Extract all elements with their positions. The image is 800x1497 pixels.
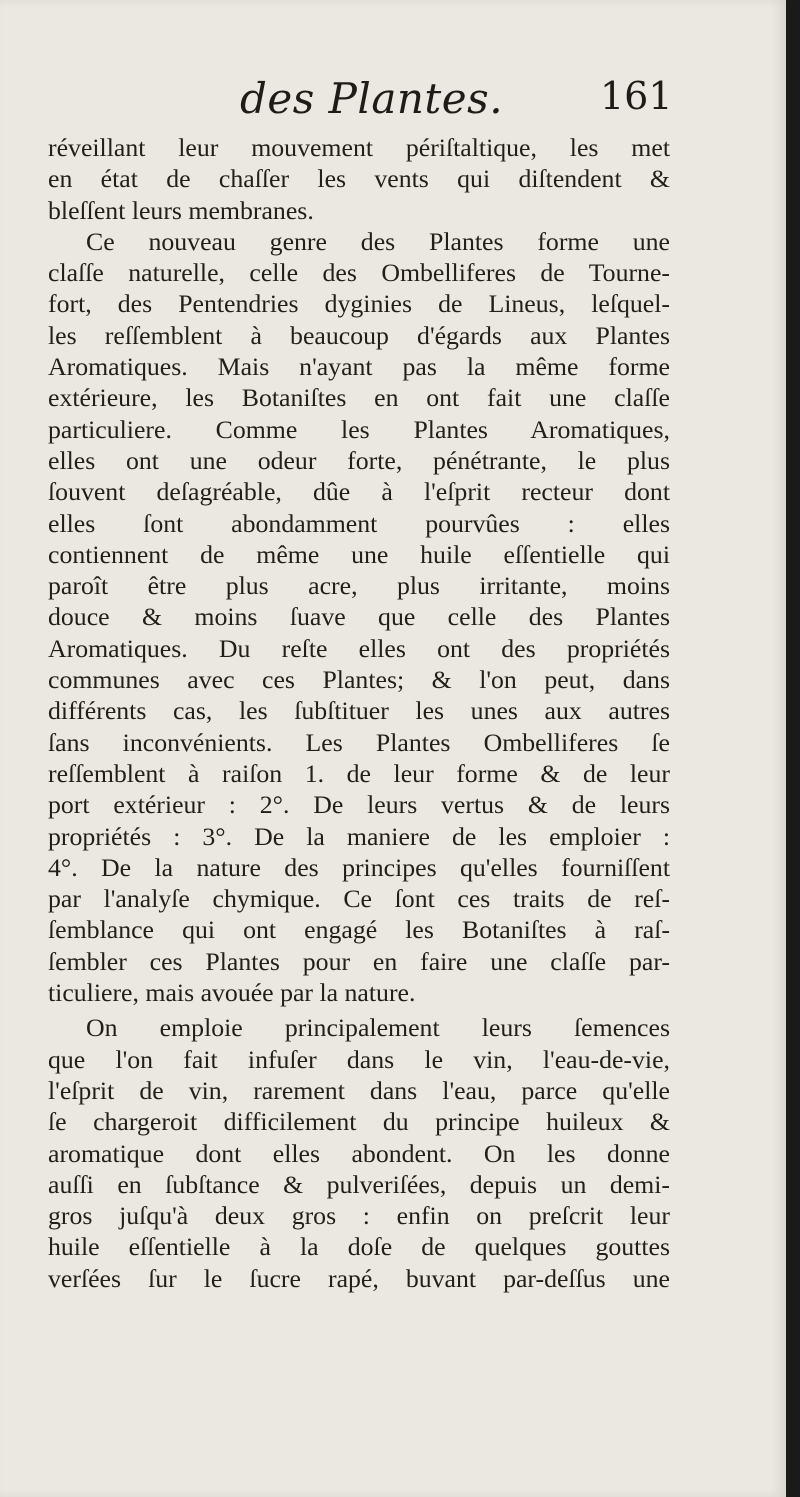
paragraph-start-line: Ce nouveau genre des Plantes forme une [86,226,670,256]
text-line: Aromatiques. Mais n'ayant pas la même forme [48,352,670,382]
text-line: ſembler ces Plantes pour en faire une claſſe par- [48,946,670,976]
text-line: ſe chargeroit difficilement du principe huileux & [48,1107,670,1137]
text-line: verſées ſur le ſucre rapé, buvant par-deſſus une [48,1263,670,1293]
text-line: elles ont une odeur forte, pénétrante, le plus [48,445,670,475]
text-line: bleſſent leurs membranes. [48,195,314,225]
text-line: Aromatiques. Du reſte elles ont des propriétés [48,633,670,663]
page-number: 161 [600,74,673,118]
text-line: que l'on fait infuſer dans le vin, l'eau-de-vie, [48,1044,670,1074]
body-text [48,132,670,1294]
running-head: des Plantes. [240,74,504,123]
text-line: les reſſemblent à beaucoup d'égards aux Plantes [48,320,670,350]
text-line: claſſe naturelle, celle des Ombelliferes de Tourne- [48,258,670,288]
text-line: elles ſont abondamment pourvûes : elles [48,508,670,538]
text-line: extérieure, les Botaniſtes en ont fait une claſſe [48,383,670,413]
text-line: communes avec ces Plantes; & l'on peut, dans [48,665,670,695]
text-line: gros juſqu'à deux gros : enfin on preſcrit leur [48,1201,670,1231]
page-header [0,74,786,134]
text-line: aromatique dont elles abondent. On les donne [48,1138,670,1168]
text-line: auſſi en ſubſtance & pulveriſées, depuis un demi- [48,1169,670,1199]
text-line: propriétés : 3°. De la maniere de les emploier : [48,821,670,851]
text-line: par l'analyſe chymique. Ce ſont ces traits de reſ- [48,884,670,914]
text-line: contiennent de même une huile eſſentielle qui [48,539,670,569]
text-line: ticuliere, mais avouée par la nature. [48,978,416,1008]
text-line: huile eſſentielle à la doſe de quelques gouttes [48,1232,670,1262]
text-line: paroît être plus acre, plus irritante, moins [48,571,670,601]
text-line: particuliere. Comme les Plantes Aromatiques, [48,414,670,444]
text-line: l'eſprit de vin, rarement dans l'eau, parce qu'elle [48,1075,670,1105]
text-line: port extérieur : 2°. De leurs vertus & de leurs [48,790,670,820]
text-line: ſouvent deſagréable, dûe à l'eſprit recteur dont [48,477,670,507]
text-line: ſans inconvénients. Les Plantes Ombelliferes ſe [48,727,670,757]
text-line: 4°. De la nature des principes qu'elles fourniſſent [48,852,670,882]
text-line: différents cas, les ſubſtituer les unes aux autres [48,696,670,726]
text-line: en état de chaſſer les vents qui diſtendent & [48,164,670,194]
paragraph-start-line: On emploie principalement leurs ſemences [86,1013,670,1043]
text-line: ſemblance qui ont engagé les Botaniſtes à raſ- [48,915,670,945]
text-line: fort, des Pentendries dyginies de Lineus, leſquel- [48,289,670,319]
text-line: réveillant leur mouvement périſtaltique, les met [48,133,670,162]
text-line: douce & moins ſuave que celle des Plantes [48,602,670,632]
text-line: reſſemblent à raiſon 1. de leur forme & de leur [48,758,670,788]
